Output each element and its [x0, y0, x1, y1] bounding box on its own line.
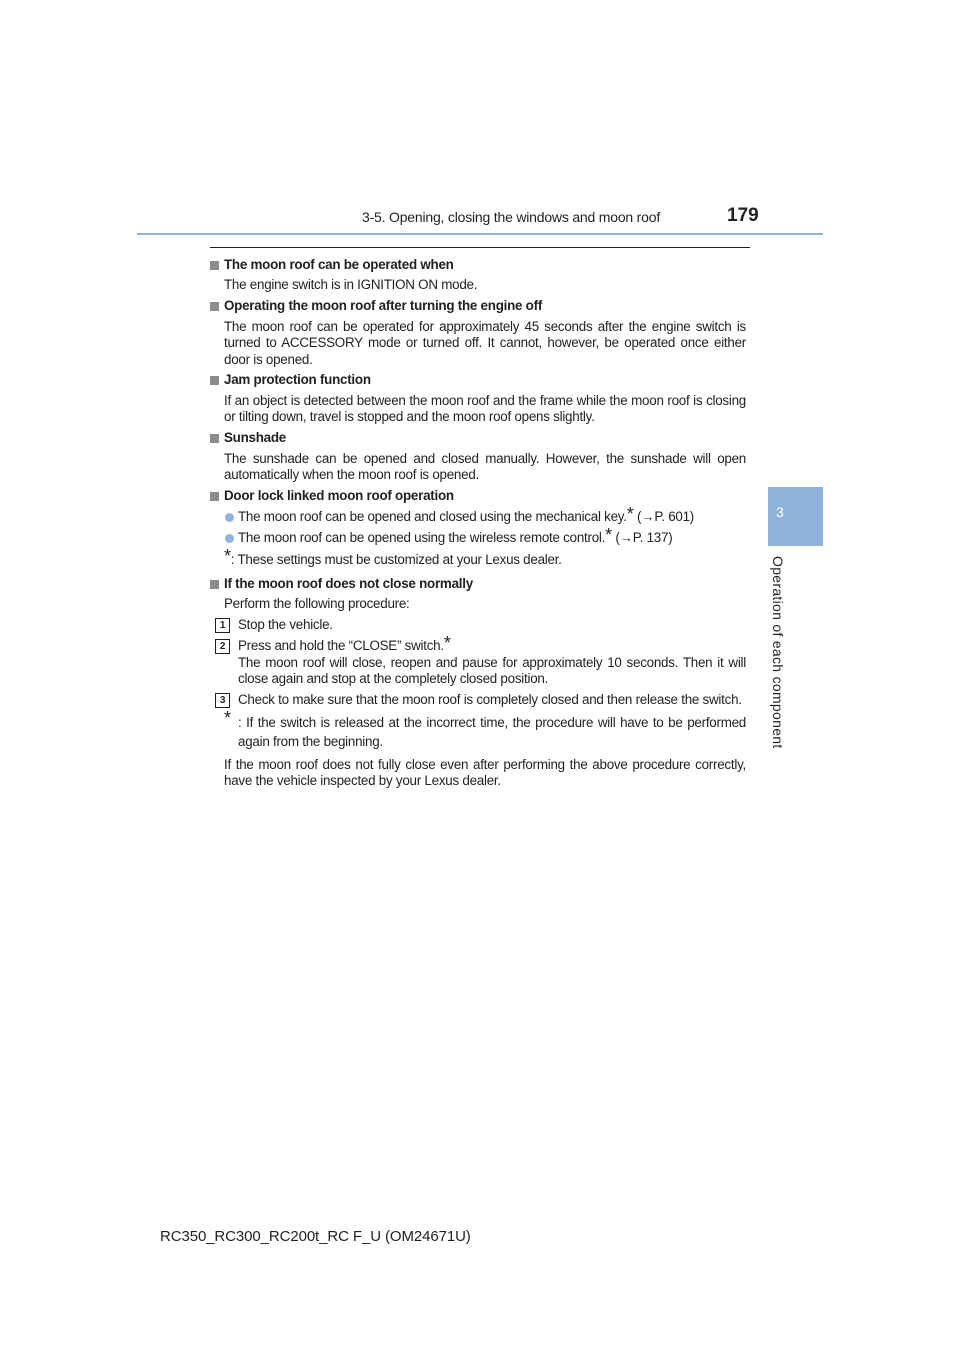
heading-square-icon	[210, 580, 219, 589]
step-subtext: The moon roof will close, reopen and pause for approximately 10 seconds. Then it will close again and stop at the completely closed position.	[238, 654, 746, 687]
header-title: 3-5. Opening, closing the windows and moon roof	[362, 209, 661, 225]
page-number: 179	[727, 205, 759, 226]
procedure-step	[219, 691, 746, 708]
section-heading-text: Operating the moon roof after turning the engine off	[224, 298, 543, 314]
section-text: The engine switch is in IGNITION ON mode.	[224, 277, 478, 293]
section-heading	[210, 372, 746, 388]
heading-square-icon	[210, 302, 219, 311]
section-heading-text: Door lock linked moon roof operation	[224, 487, 454, 503]
footnote-star: *	[626, 503, 634, 524]
bullet-text: The moon roof can be opened and closed using the mechanical key.	[238, 508, 627, 524]
footnote-text: : These settings must be customized at your Lexus dealer.	[230, 551, 562, 567]
chapter-number: 3	[776, 504, 784, 520]
page-content	[210, 257, 746, 790]
bullet-dot-icon	[225, 513, 234, 522]
footnote-star: *	[224, 545, 231, 566]
procedure-step	[219, 633, 746, 687]
section-heading	[210, 488, 746, 504]
bullet-item	[224, 524, 746, 546]
footnote	[224, 545, 746, 568]
bullet-text: The moon roof can be opened using the wireless remote control.	[238, 529, 606, 545]
section-heading	[210, 298, 746, 314]
footnote-star: *	[443, 633, 451, 654]
page-reference: (→P. 601)	[636, 508, 695, 524]
heading-square-icon	[210, 434, 219, 443]
step-text: Stop the vehicle.	[238, 617, 333, 633]
closing-text: If the moon roof does not fully close even after performing the above procedure correctly, have the vehicle inspected by your Lexus dealer.	[224, 756, 746, 789]
bullet-item	[224, 503, 746, 525]
section-heading-text: Jam protection function	[224, 372, 371, 388]
footnote-star: *	[605, 524, 612, 545]
footnote-mark	[224, 707, 231, 730]
bullet-dot-icon	[225, 534, 234, 543]
section-heading	[210, 430, 746, 446]
heading-square-icon	[210, 376, 219, 385]
heading-square-icon	[210, 492, 219, 501]
footnote	[224, 707, 746, 751]
step-text: Check to make sure that the moon roof is completely closed and then release the switch.	[238, 691, 742, 707]
content-rule	[210, 247, 750, 248]
footnote-text: : If the switch is released at the incorrect time, the procedure will have to be performed again from the beginning.	[238, 714, 746, 749]
procedure-step	[219, 617, 746, 633]
section-heading-text: The moon roof can be operated when	[224, 257, 454, 272]
footer-code: RC350_RC300_RC200t_RC F_U (OM24671U)	[160, 1228, 471, 1245]
section-heading	[210, 576, 746, 592]
step-text: Press and hold the “CLOSE” switch.	[238, 638, 444, 654]
section-text: The sunshade can be opened and closed manually. However, the sunshade will open automatically when the moon roof is opened.	[224, 450, 746, 482]
procedure-intro: Perform the following procedure:	[224, 596, 410, 612]
chapter-side-label: Operation of each component	[770, 556, 786, 749]
section-heading	[210, 257, 746, 273]
section-heading-text: If the moon roof does not close normally	[224, 576, 473, 591]
section-heading-text: Sunshade	[224, 430, 286, 446]
step-number-badge: 3	[215, 693, 230, 708]
section-text: The moon roof can be operated for approximately 45 seconds after the engine switch is turned to ACCESSORY mode or turned off. It cannot, however, be operated once either door is opened.	[224, 318, 746, 367]
step-number-badge: 2	[215, 639, 230, 654]
section-text: If an object is detected between the moon roof and the frame while the moon roof is closing or tilting down, travel is stopped and the moon roof opens slightly.	[224, 392, 746, 425]
header-rule	[137, 233, 823, 235]
step-number-badge: 1	[215, 618, 230, 633]
heading-square-icon	[210, 261, 219, 270]
page-reference: (→P. 137)	[615, 529, 673, 545]
footnote-star: *	[224, 707, 231, 728]
